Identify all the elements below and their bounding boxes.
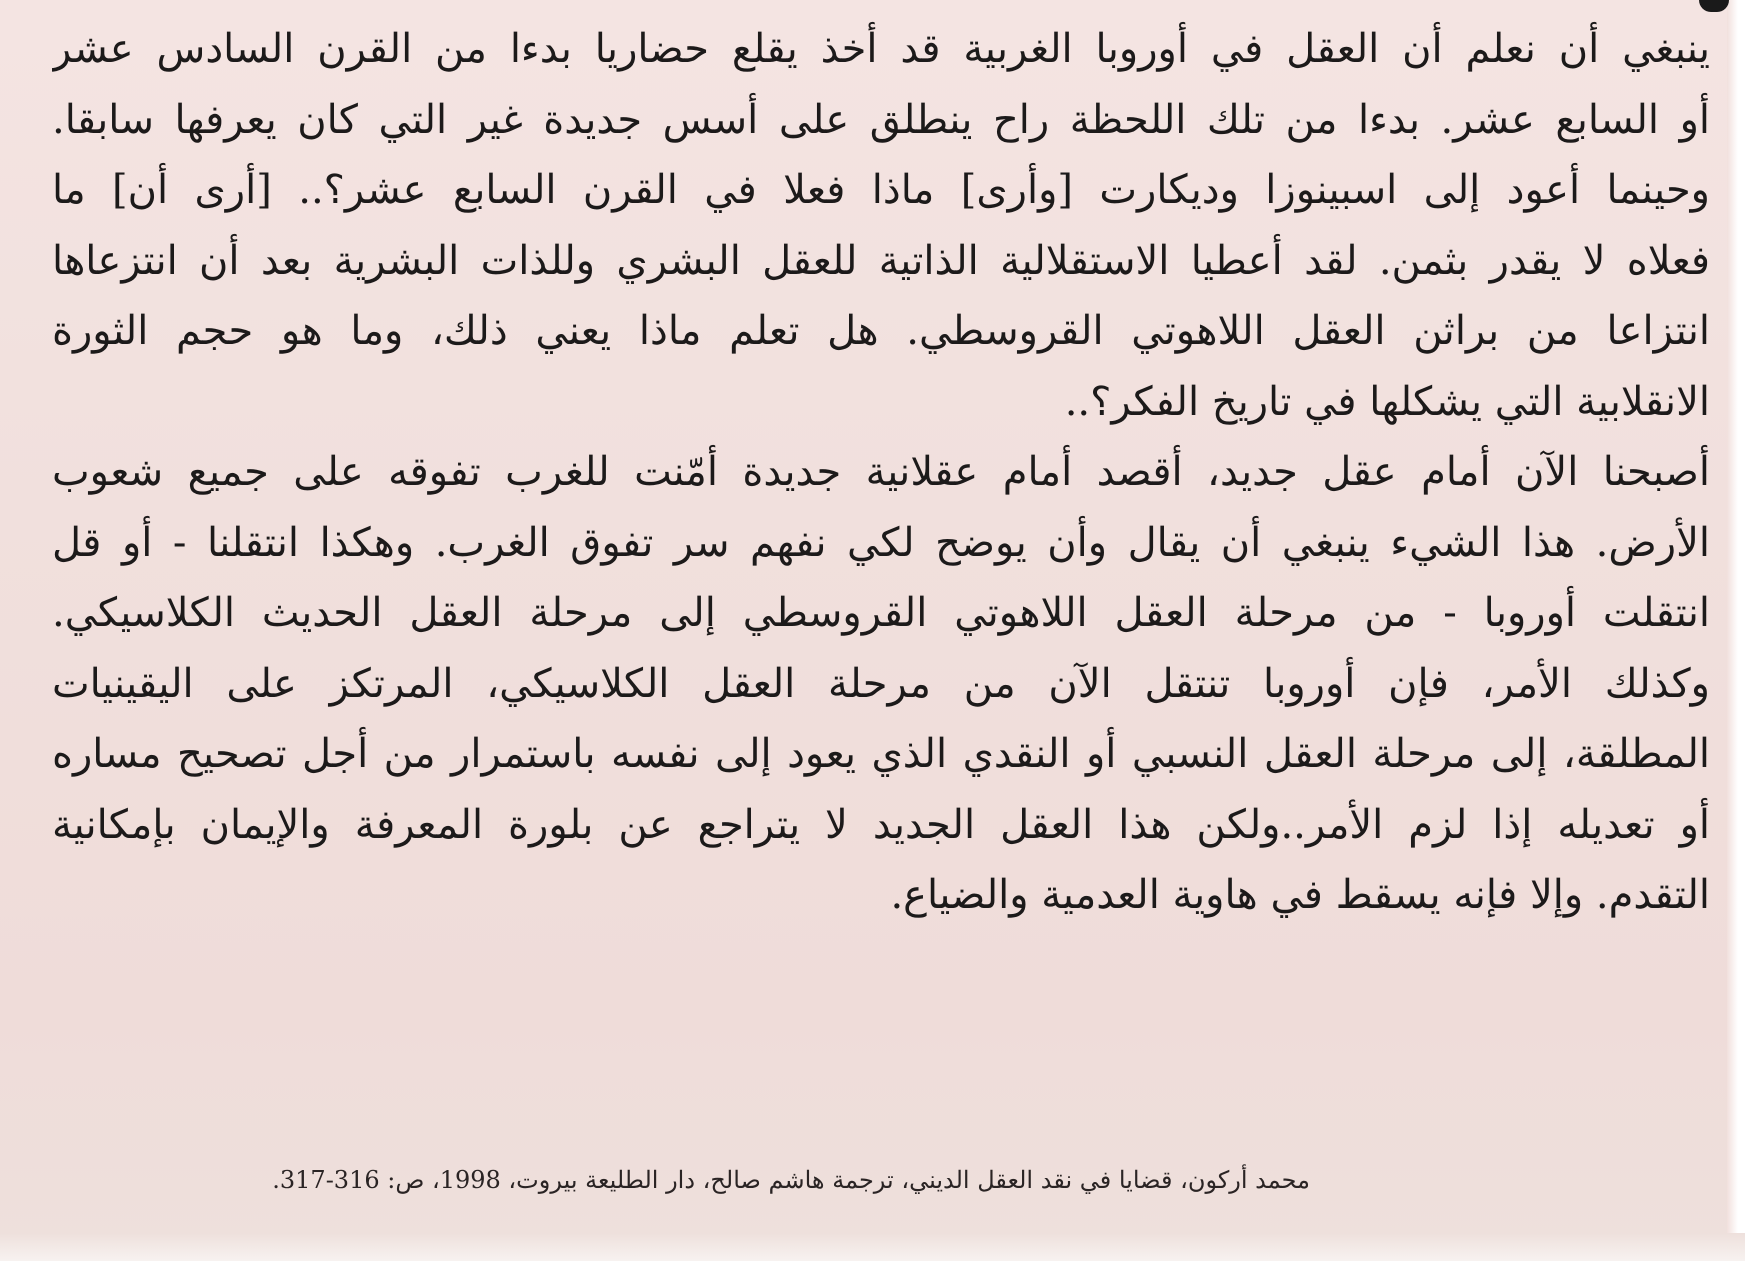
text-line: انتزاعا من براثن العقل اللاهوتي القروسطي. هل تعلم ماذا يعني ذلك، وما هو حجم الثورة	[52, 308, 1710, 354]
page-bottom-edge	[0, 1233, 1745, 1261]
text-line: وكذلك الأمر، فإن أوروبا تنتقل الآن من مرحلة العقل الكلاسيكي، المرتكز على اليقينيات	[52, 660, 1710, 707]
text-line: الأرض. هذا الشيء ينبغي أن يقال وأن يوضح لكي نفهم سر تفوق الغرب. وهكذا انتقلنا - أو قل	[52, 519, 1710, 566]
passage-text	[52, 14, 1710, 931]
text-line: ينبغي أن نعلم أن العقل في أوروبا الغربية قد أخذ يقلع حضاريا بدءا من القرن السادس عشر	[52, 26, 1710, 72]
text-line: فعلاه لا يقدر بثمن. لقد أعطيا الاستقلالية الذاتية للعقل البشري وللذات البشرية بعد أن انتزعاها	[52, 237, 1710, 284]
text-line: أو السابع عشر. بدءا من تلك اللحظة راح ينطلق على أسس جديدة غير التي كان يعرفها سابقا.	[52, 96, 1710, 143]
text-line: الانقلابية التي يشكلها في تاريخ الفكر؟..	[1064, 378, 1710, 425]
page-edge	[1727, 0, 1745, 1261]
text-line: وحينما أعود إلى اسبينوزا وديكارت [وأرى] ماذا فعلا في القرن السابع عشر؟.. [أرى أن] ما	[52, 167, 1710, 213]
text-line: المطلقة، إلى مرحلة العقل النسبي أو النقدي الذي يعود إلى نفسه باستمرار من أجل تصحيح مساره	[52, 731, 1710, 777]
text-line: أصبحنا الآن أمام عقل جديد، أقصد أمام عقلانية جديدة أمّنت للغرب تفوقه على جميع شعوب	[52, 449, 1710, 495]
text-line: انتقلت أوروبا - من مرحلة العقل اللاهوتي القروسطي إلى مرحلة العقل الحديث الكلاسيكي.	[52, 590, 1710, 636]
text-line: أو تعديله إذا لزم الأمر..ولكن هذا العقل الجديد لا يتراجع عن بلورة المعرفة والإيمان بإمكانية	[52, 801, 1710, 848]
source-citation: محمد أركون، قضايا في نقد العقل الديني، ترجمة هاشم صالح، دار الطليعة بيروت، 1998، ص: 316-317.	[272, 1166, 1310, 1194]
text-line: التقدم. وإلا فإنه يسقط في هاوية العدمية والضياع.	[890, 872, 1710, 918]
